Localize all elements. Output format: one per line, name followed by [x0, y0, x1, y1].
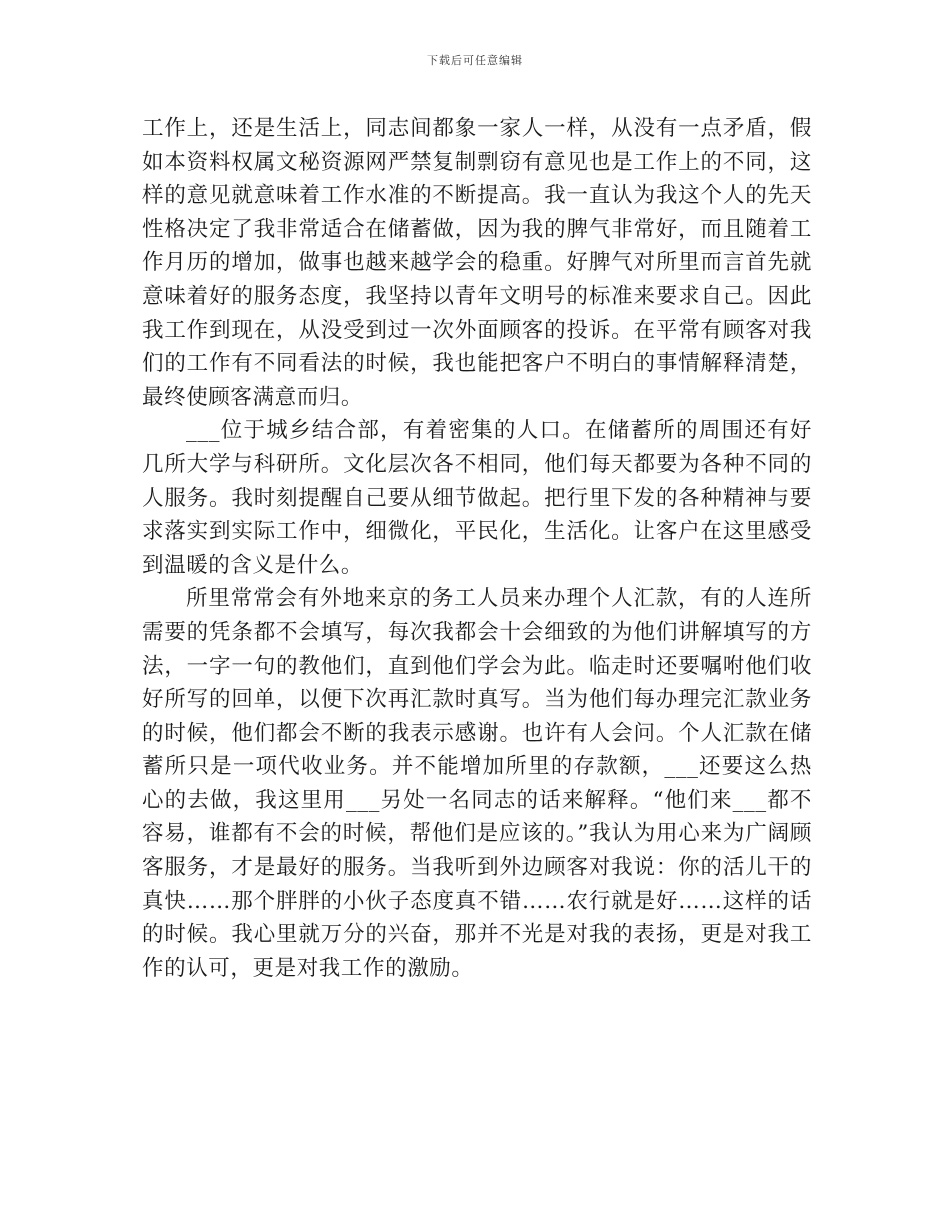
paragraph-2: ___位于城乡结合部，有着密集的人口。在储蓄所的周围还有好几所大学与科研所。文化层次各不相同，他们每天都要为各种不同的人服务。我时刻提醒自己要从细节做起。把行里下发的各种精神与要求落实到实际工作中，细微化，平民化，生活化。让客户在这里感受到温暖的含义是什么。: [142, 418, 812, 578]
document-body: [142, 112, 812, 985]
paragraph-1: 工作上，还是生活上，同志间都象一家人一样，从没有一点矛盾，假如本资料权属文秘资源网严禁复制剽窃有意见也是工作上的不同，这样的意见就意味着工作水准的不断提高。我一直认为我这个人的先天性格决定了我非常适合在储蓄做，因为我的脾气非常好，而且随着工作月历的增加，做事也越来越学会的稳重。好脾气对所里而言首先就意味着好的服务态度，我坚持以青年文明号的标准来要求自己。因此我工作到现在，从没受到过一次外面顾客的投诉。在平常有顾客对我们的工作有不同看法的时候，我也能把客户不明白的事情解释清楚，最终使顾客满意而归。: [142, 116, 812, 410]
paragraph-3: 所里常常会有外地来京的务工人员来办理个人汇款，有的人连所需要的凭条都不会填写，每次我都会十会细致的为他们讲解填写的方法，一字一句的教他们，直到他们学会为此。临走时还要嘱咐他们收好所写的回单，以便下次再汇款时真写。当为他们每办理完汇款业务的时候，他们都会不断的我表示感谢。也许有人会问。个人汇款在储蓄所只是一项代收业务。并不能增加所里的存款额，___还要这么热心的去做，我这里用___另处一名同志的话来解释。“他们来___都不容易，谁都有不会的时候，帮他们是应该的。”我认为用心来为广阔顾客服务，才是最好的服务。当我听到外边顾客对我说：你的活儿干的真快……那个胖胖的小伙子态度真不错……农行就是好……这样的话的时候。我心里就万分的兴奋，那并不光是对我的表扬，更是对我工作的认可，更是对我工作的激励。: [142, 586, 812, 981]
page-header: 下载后可任意编辑: [427, 54, 523, 67]
